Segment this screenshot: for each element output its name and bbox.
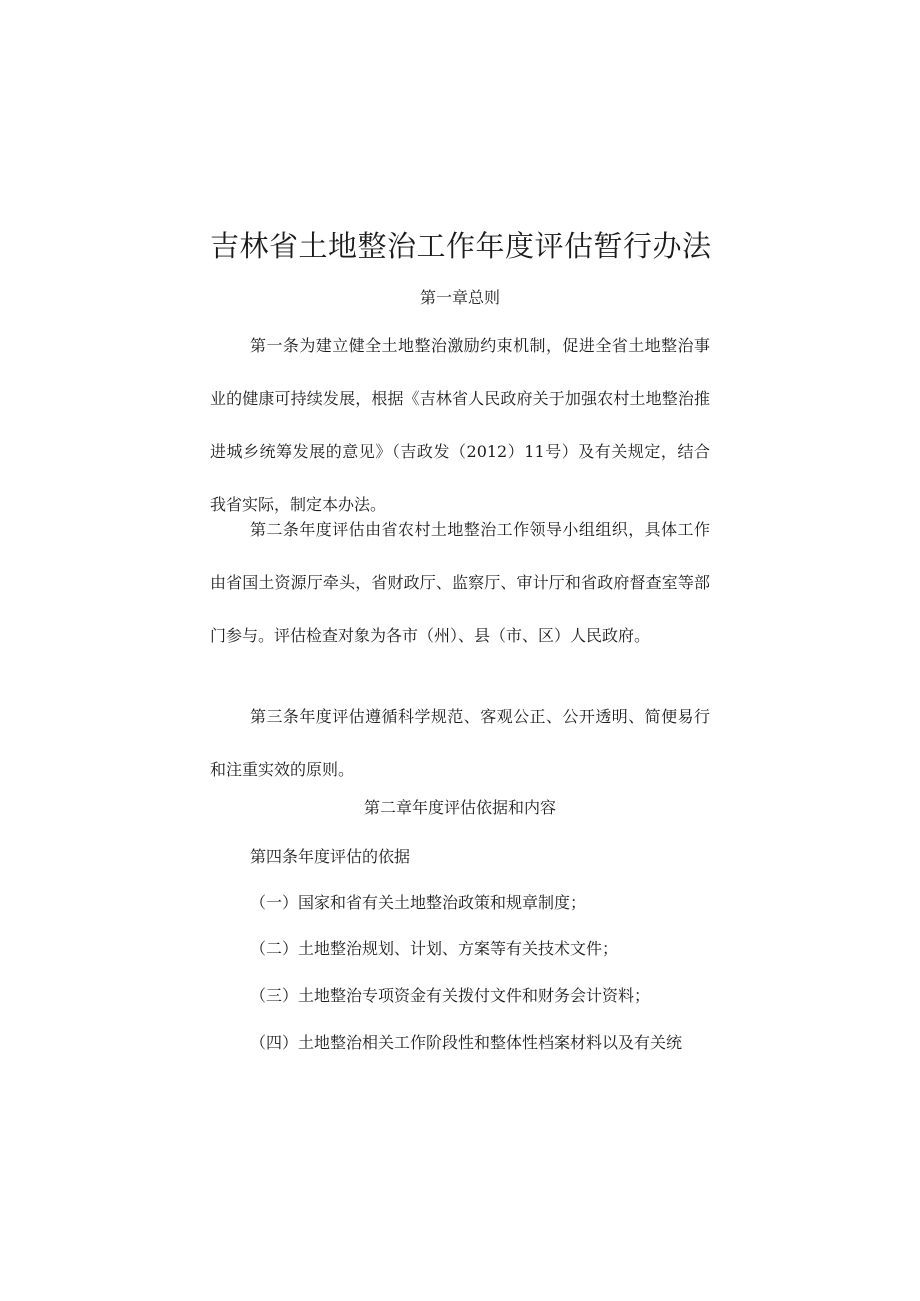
article-2: 第二条年度评估由省农村土地整治工作领导小组组织，具体工作由省国土资源厅牵头，省财政厅、监察厅、审计厅和省政府督查室等部门参与。评估检查对象为各市（州）、县（市、区）人民政府。 xyxy=(210,520,710,645)
article-4: 第四条年度评估的依据 xyxy=(250,847,411,866)
article-1: 第一条为建立健全土地整治激励约束机制，促进全省土地整治事业的健康可持续发展，根据《吉林省人民政府关于加强农村土地整治推进城乡统筹发展的意见》（吉政发（2012）11号）及有关规定，结合我省实际，制定本办法。 xyxy=(210,336,710,514)
article-3: 第三条年度评估遵循科学规范、客观公正、公开透明、简便易行和注重实效的原则。 xyxy=(210,707,710,779)
list-item: （四）土地整治相关工作阶段性和整体性档案材料以及有关统 xyxy=(250,1033,683,1052)
document-title: 吉林省土地整治工作年度评估暂行办法 xyxy=(210,229,712,263)
chapter-heading-1: 第一章总则 xyxy=(419,288,500,307)
chapter-heading-2: 第二章年度评估依据和内容 xyxy=(363,798,556,817)
list-item: （二）土地整治规划、计划、方案等有关技术文件； xyxy=(250,939,619,958)
list-item: （一）国家和省有关土地整治政策和规章制度； xyxy=(250,893,587,912)
list-item: （三）土地整治专项资金有关拨付文件和财务会计资料； xyxy=(250,986,651,1005)
